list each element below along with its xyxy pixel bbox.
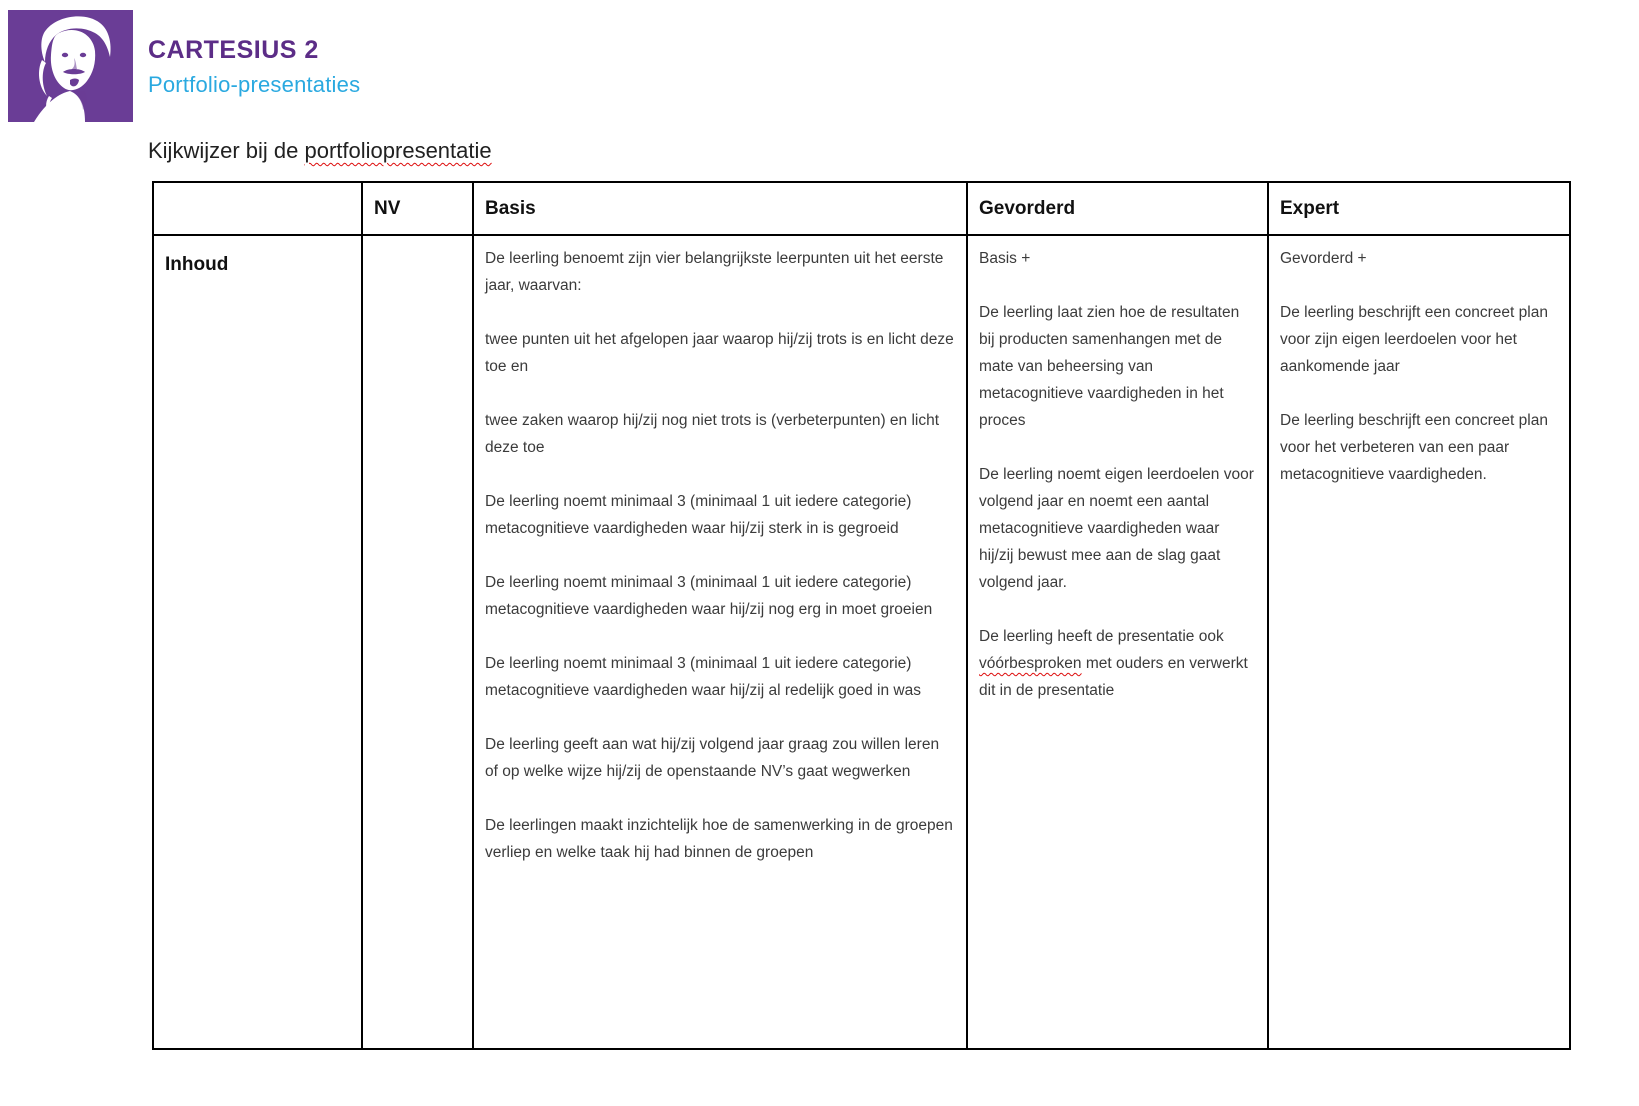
cell-nv xyxy=(362,235,473,1049)
brand-title: CARTESIUS 2 xyxy=(148,36,319,64)
brand-subtitle: Portfolio-presentaties xyxy=(148,72,361,97)
page-title-flagged-word: portfoliopresentatie xyxy=(304,138,492,163)
row-header-inhoud: Inhoud xyxy=(153,235,362,1049)
col-header-gevorderd: Gevorderd xyxy=(967,182,1268,235)
school-logo xyxy=(8,10,133,122)
cell-gevorderd: Basis + De leerling laat zien hoe de resultaten bij producten samenhangen met de mate van beheersing van metacognitieve vaardigheden in het proces De leerling noemt eigen leerdoelen voor volgend jaar en noemt een aantal metacognitieve vaardigheden waar hij/zij bewust mee aan de slag gaat volgend jaar. De leerling heeft de presentatie ook vóórbesproken met ouders en verwerkt dit in de presentatie xyxy=(967,235,1268,1049)
cell-basis: De leerling benoemt zijn vier belangrijkste leerpunten uit het eerste jaar, waarvan: twee punten uit het afgelopen jaar waarop hij/zij trots is en licht deze toe en twee zaken waarop hij/zij nog niet trots is (verbeterpunten) en licht deze toe De leerling noemt minimaal 3 (minimaal 1 uit iedere categorie) metacognitieve vaardigheden waar hij/zij sterk in is gegroeid De leerling noemt minimaal 3 (minimaal 1 uit iedere categorie) metacognitieve vaardigheden waar hij/zij nog erg in moet groeien De leerling noemt minimaal 3 (minimaal 1 uit iedere categorie) metacognitieve vaardigheden waar hij/zij al redelijk goed in was De leerling geeft aan wat hij/zij volgend jaar graag zou willen leren of op welke wijze hij/zij de openstaande NV’s gaat wegwerken De leerlingen maakt inzichtelijk hoe de samenwerking in de groepen verliep en welke taak hij had binnen de groepen xyxy=(473,235,967,1049)
spellcheck-flagged-word: vóórbesproken xyxy=(979,655,1082,672)
page-title-text: Kijkwijzer bij de xyxy=(148,138,305,163)
brand-block xyxy=(148,36,360,98)
col-header-empty xyxy=(153,182,362,235)
rubric-table xyxy=(152,181,1571,1050)
col-header-nv: NV xyxy=(362,182,473,235)
header-row xyxy=(153,182,1570,235)
page-title xyxy=(148,138,492,164)
col-header-basis: Basis xyxy=(473,182,967,235)
descartes-portrait-icon xyxy=(8,10,133,122)
table-row-inhoud xyxy=(153,235,1570,1049)
col-header-expert: Expert xyxy=(1268,182,1570,235)
cell-expert: Gevorderd + De leerling beschrijft een concreet plan voor zijn eigen leerdoelen voor het aankomende jaar De leerling beschrijft een concreet plan voor het verbeteren van een paar metacognitieve vaardigheden. xyxy=(1268,235,1570,1049)
